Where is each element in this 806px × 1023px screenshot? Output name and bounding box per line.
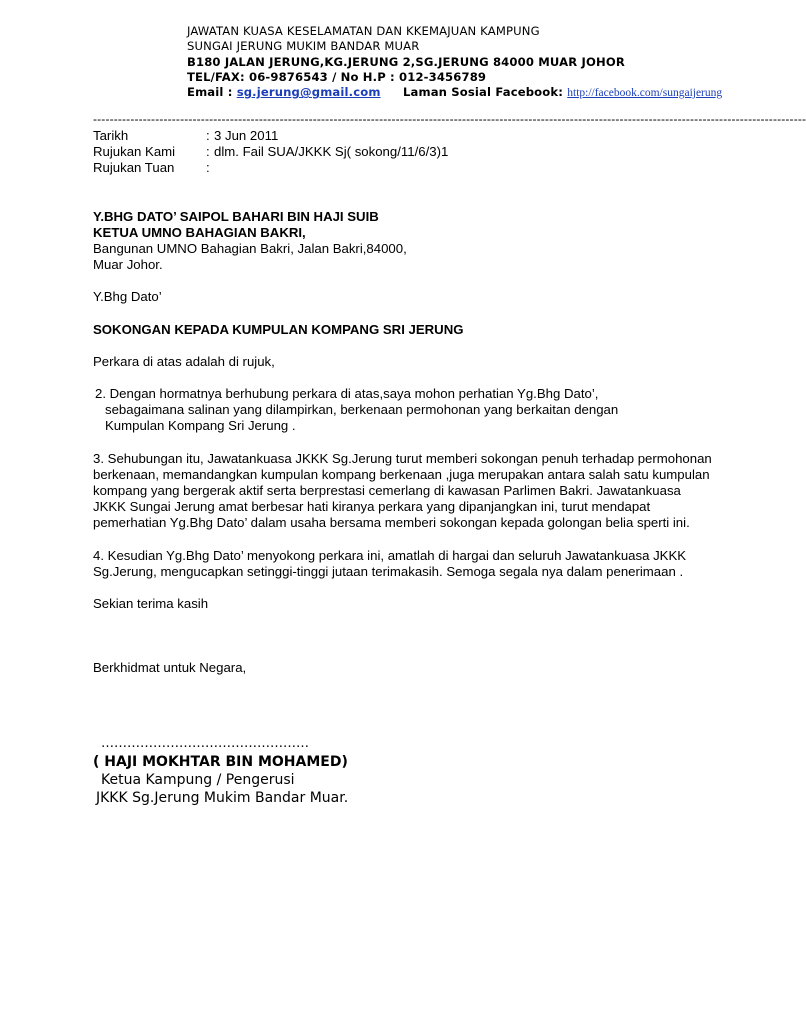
signature-dots: ………………………………………… — [101, 736, 309, 752]
ref-row-our-ref — [93, 144, 773, 160]
email-label: Email : — [187, 85, 237, 100]
recipient-address: Muar Johor. — [93, 257, 163, 273]
recipient-name: Y.BHG DATO’ SAIPOL BAHARI BIN HAJI SUIB — [93, 208, 379, 224]
ref-colon: : — [206, 160, 210, 176]
paragraph-4 — [93, 548, 773, 580]
paragraph-line: berkenaan, memandangkan kumpulan kompang berkenaan ,juga merupakan antara salah satu kumpulan — [93, 466, 710, 482]
paragraph-line: sebagaimana salinan yang dilampirkan, berkenaan permohonan yang berkaitan dengan — [105, 402, 619, 418]
org-name-line: JAWATAN KUASA KESELAMATAN DAN KKEMAJUAN KAMPUNG — [187, 24, 540, 38]
org-location-line: SUNGAI JERUNG MUKIM BANDAR MUAR — [187, 39, 420, 54]
closing-line: Sekian terima kasih — [93, 596, 209, 612]
recipient-address: Bangunan UMNO Bahagian Bakri, Jalan Bakri,84000, — [93, 241, 407, 257]
paragraph-line: Sg.Jerung, mengucapkan setinggi-tinggi jutaan terimakasih. Semoga segala nya dalam penerimaan . — [93, 563, 684, 579]
ref-label: Rujukan Kami — [93, 144, 176, 160]
ref-row-date — [93, 128, 773, 144]
facebook-link[interactable]: http://facebook.com/sungaijerung — [567, 87, 723, 100]
subject-heading: SOKONGAN KEPADA KUMPULAN KOMPANG SRI JERUNG — [93, 321, 464, 337]
social-label: Laman Sosial Facebook: — [402, 85, 568, 100]
paragraph-3 — [93, 451, 773, 532]
ref-label: Tarikh — [93, 128, 129, 143]
paragraph-line: 4. Kesudian Yg.Bhg Dato’ menyokong perkara ini, amatlah di hargai dan seluruh Jawatankuasa JKKK — [93, 547, 687, 563]
paragraph-2 — [93, 386, 773, 435]
org-phone-line: TEL/FAX: 06-9876543 / No H.P : 012-3456789 — [187, 69, 487, 84]
email-link[interactable]: sg.jerung@gmail.com — [236, 85, 381, 100]
salutation: Y.Bhg Dato’ — [93, 289, 162, 305]
paragraph-line: JKKK Sungai Jerung amat berbesar hati kiranya perkara yang dipanjangkan ini, turut mendapat — [93, 499, 651, 515]
signatory-role: Ketua Kampung / Pengerusi — [101, 771, 295, 788]
ref-colon: : — [206, 144, 210, 160]
paragraph-line: pemerhatian Yg.Bhg Dato’ dalam usaha bersama memberi sokongan kepada golongan belia sperti ini. — [93, 515, 690, 531]
signature-block — [93, 736, 773, 806]
org-contact-line — [187, 85, 722, 100]
ref-value: dlm. Fail SUA/JKKK Sj( sokong/11/6/3)1 — [214, 144, 449, 160]
paragraph-line: 3. Sehubungan itu, Jawatankuasa JKKK Sg.Jerung turut memberi sokongan penuh terhadap permohonan — [93, 450, 712, 466]
ref-row-your-ref — [93, 160, 773, 176]
signatory-name: ( HAJI MOKHTAR BIN MOHAMED) — [93, 753, 348, 770]
header-separator: ---------------------------------------------------------------------------------------------------------------------------------------------------------------------------- — [93, 112, 806, 126]
paragraph-line: 2. Dengan hormatnya berhubung perkara di atas,saya mohon perhatian Yg.Bhg Dato’, — [95, 386, 599, 402]
ref-colon: : — [206, 128, 210, 143]
motto-line: Berkhidmat untuk Negara, — [93, 660, 247, 676]
paragraph-1: Perkara di atas adalah di rujuk, — [93, 353, 275, 369]
letterhead — [187, 24, 722, 100]
paragraph-line: kompang yang bergerak aktif serta berprestasi cemerlang di kawasan Parlimen Bakri. Jawatankuasa — [93, 483, 681, 499]
ref-label: Rujukan Tuan — [93, 160, 175, 176]
paragraph-line: Kumpulan Kompang Sri Jerung . — [105, 418, 296, 434]
org-address-line: B180 JALAN JERUNG,KG.JERUNG 2,SG.JERUNG 84000 MUAR JOHOR — [187, 54, 625, 69]
signatory-org: JKKK Sg.Jerung Mukim Bandar Muar. — [96, 789, 349, 806]
ref-value: 3 Jun 2011 — [214, 128, 279, 143]
recipient-title: KETUA UMNO BAHAGIAN BAKRI, — [93, 224, 306, 240]
letter-body — [93, 128, 773, 807]
